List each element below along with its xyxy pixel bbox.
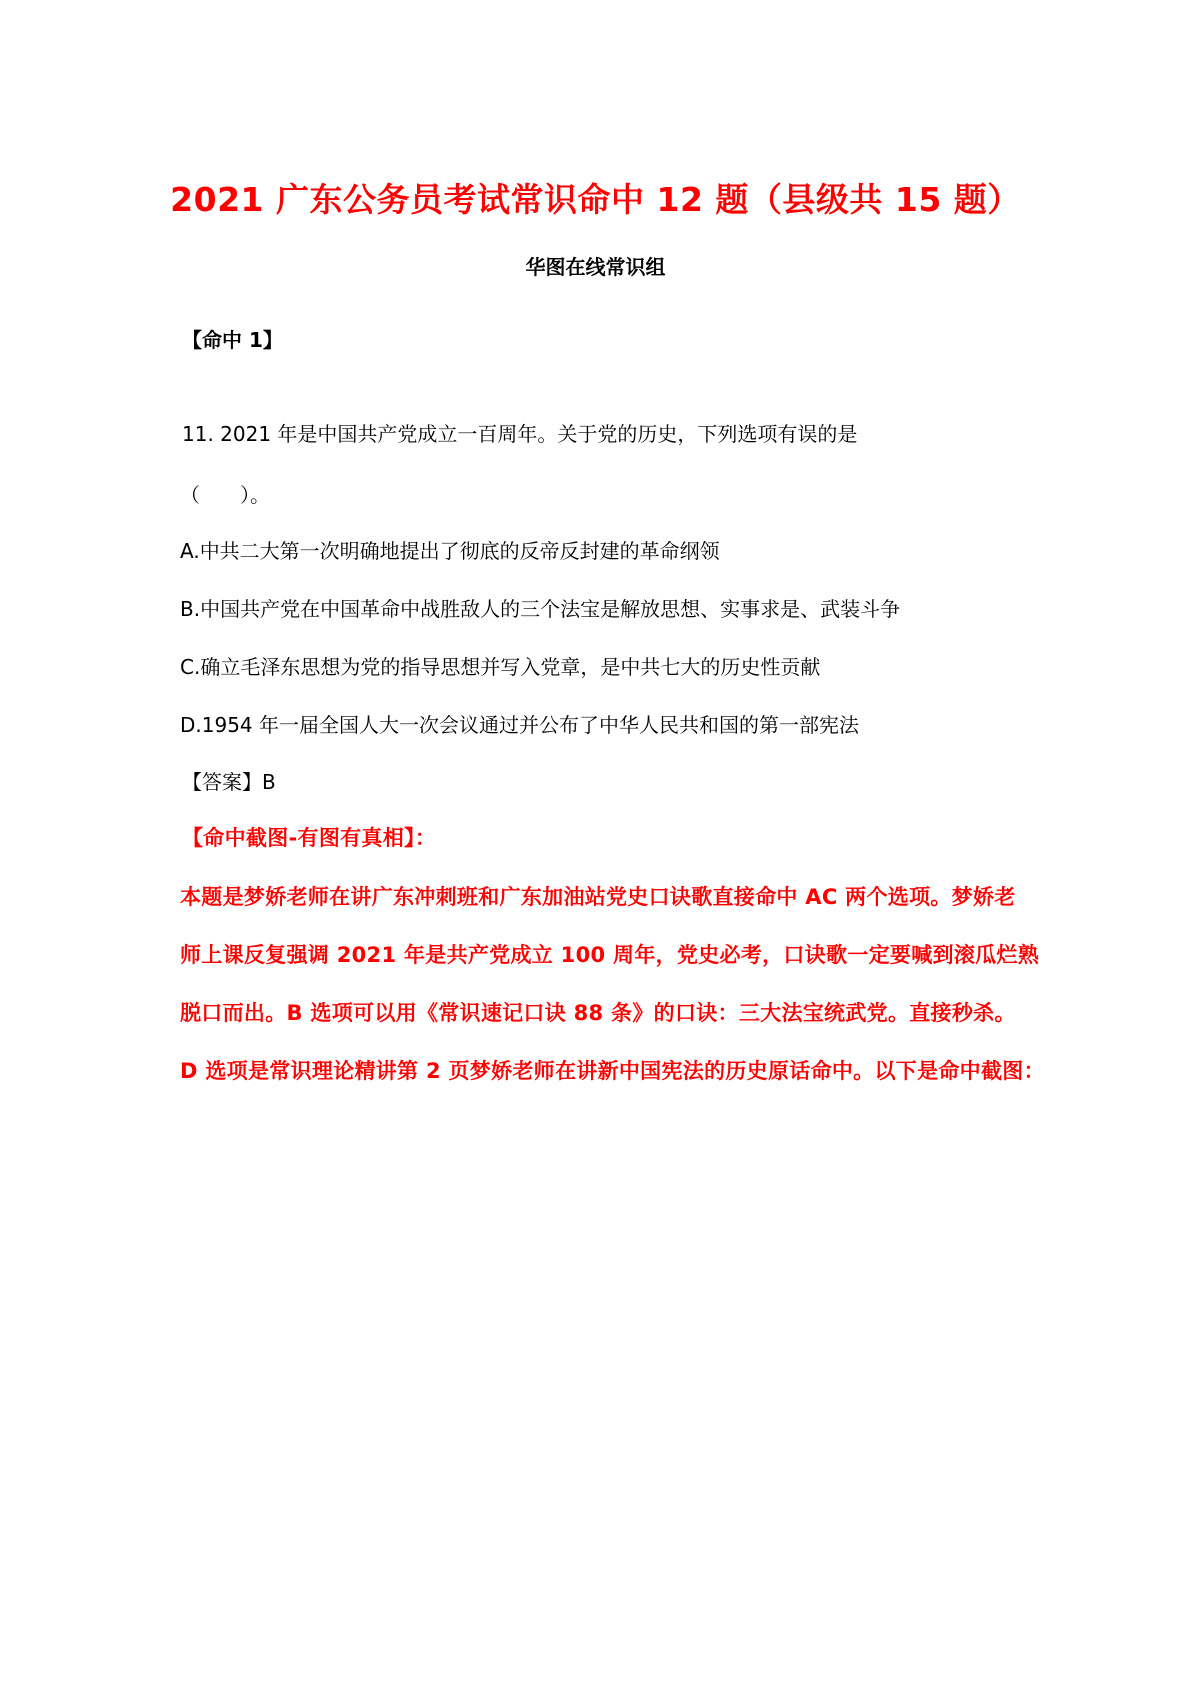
screenshot-heading: 【命中截图-有图有真相】： bbox=[182, 826, 437, 850]
document-subtitle: 华图在线常识组 bbox=[525, 255, 666, 279]
option-c: C.确立毛泽东思想为党的指导思想并写入党章，是中共七大的历史性贡献 bbox=[180, 655, 821, 679]
document-title: 2021 广东公务员考试常识命中 12 题（县级共 15 题） bbox=[170, 180, 1021, 219]
explanation-line: 脱口而出。B 选项可以用《常识速记口诀 88 条》的口诀：三大法宝统武党。直接秒杀。 bbox=[180, 1001, 1016, 1025]
question-blank: （ ）。 bbox=[180, 483, 270, 507]
question-text: 11. 2021 年是中国共产党成立一百周年。关于党的历史，下列选项有误的是 bbox=[182, 422, 858, 446]
option-a: A.中共二大第一次明确地提出了彻底的反帝反封建的革命纲领 bbox=[180, 539, 720, 563]
option-d: D.1954 年一届全国人大一次会议通过并公布了中华人民共和国的第一部宪法 bbox=[180, 713, 860, 737]
option-b: B.中国共产党在中国革命中战胜敌人的三个法宝是解放思想、实事求是、武装斗争 bbox=[180, 597, 901, 621]
explanation-line: D 选项是常识理论精讲第 2 页梦娇老师在讲新中国宪法的历史原话命中。以下是命中截图： bbox=[180, 1059, 1045, 1083]
explanation-line: 师上课反复强调 2021 年是共产党成立 100 周年，党史必考，口诀歌一定要喊到滚瓜烂熟 bbox=[180, 943, 1040, 967]
explanation-line: 本题是梦娇老师在讲广东冲刺班和广东加油站党史口诀歌直接命中 AC 两个选项。梦娇老 bbox=[180, 885, 1016, 909]
answer-label: 【答案】B bbox=[182, 770, 276, 794]
hit-heading: 【命中 1】 bbox=[182, 328, 283, 352]
